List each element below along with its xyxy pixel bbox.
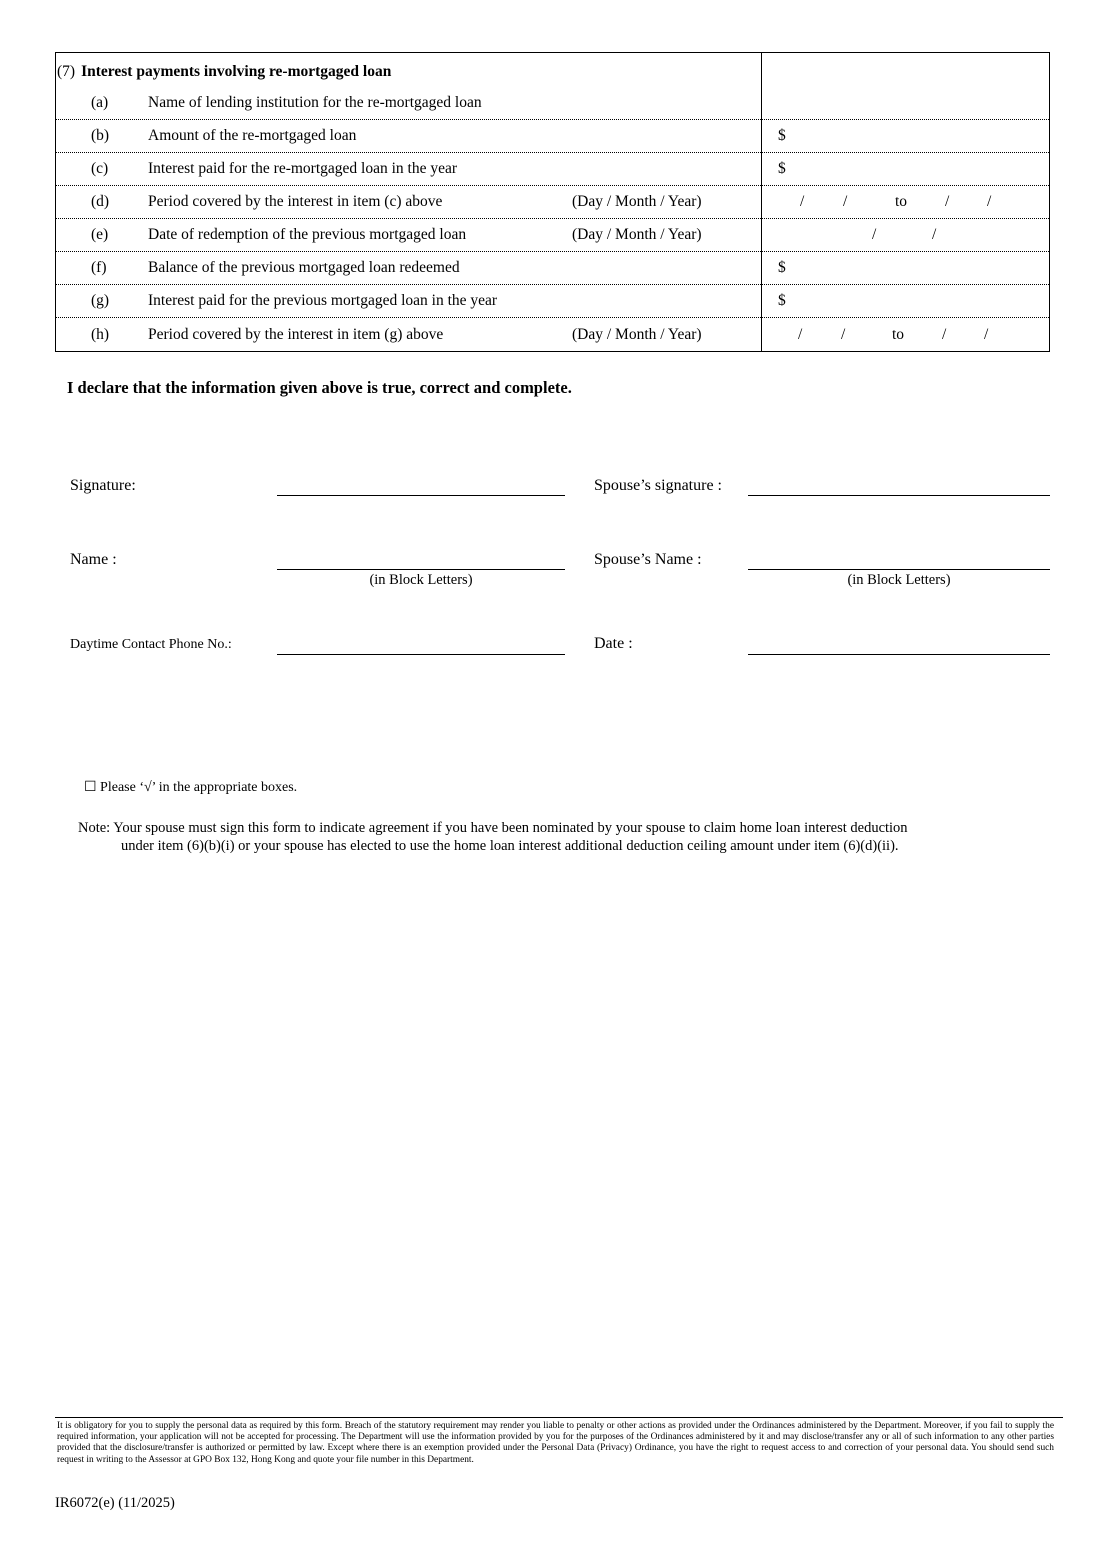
spouse-note bbox=[78, 819, 1053, 855]
table-row-f bbox=[56, 251, 1049, 285]
phone-line[interactable] bbox=[277, 654, 565, 655]
table-row-a bbox=[56, 53, 1049, 119]
date-format-hint: (Day / Month / Year) bbox=[572, 226, 702, 243]
to-word: to bbox=[892, 326, 905, 343]
date-line[interactable] bbox=[748, 654, 1050, 655]
field-label: Balance of the previous mortgaged loan redeemed bbox=[148, 259, 460, 276]
field-label: Period covered by the interest in item (c) above bbox=[148, 193, 443, 210]
lending-institution-field[interactable] bbox=[762, 53, 1050, 119]
field-label: Date of redemption of the previous mortgaged loan bbox=[148, 226, 467, 243]
field-label: Period covered by the interest in item (g) above bbox=[148, 326, 444, 343]
interest-paid-field[interactable] bbox=[796, 153, 1050, 186]
block-letters-hint: (in Block Letters) bbox=[847, 572, 951, 588]
loan-amount-field[interactable] bbox=[796, 120, 1050, 153]
date-separator: / bbox=[872, 226, 877, 243]
date-separator: / bbox=[945, 193, 950, 210]
currency-symbol: $ bbox=[778, 259, 786, 276]
currency-symbol: $ bbox=[778, 160, 786, 177]
period-field[interactable] bbox=[761, 186, 1049, 219]
field-label: Name of lending institution for the re-mortgaged loan bbox=[148, 94, 482, 111]
item-label: (d) bbox=[91, 193, 110, 210]
date-separator: / bbox=[932, 226, 937, 243]
field-label: Interest paid for the re-mortgaged loan in the year bbox=[148, 160, 458, 177]
item-label: (b) bbox=[91, 127, 110, 144]
previous-interest-field[interactable] bbox=[796, 285, 1050, 318]
signature-label: Signature: bbox=[70, 477, 136, 494]
spouse-name-label: Spouse’s Name : bbox=[594, 551, 702, 568]
table-row-c bbox=[56, 152, 1049, 186]
section-number: (7) bbox=[57, 63, 76, 80]
item-label: (f) bbox=[91, 259, 107, 276]
item-label: (e) bbox=[91, 226, 109, 243]
date-separator: / bbox=[843, 193, 848, 210]
note-line-2: under item (6)(b)(i) or your spouse has elected to use the home loan interest additional deduction ceiling amount under item (6)(d)(ii). bbox=[121, 838, 899, 854]
date-separator: / bbox=[984, 326, 989, 343]
field-label: Interest paid for the previous mortgaged loan in the year bbox=[148, 292, 498, 309]
field-label: Amount of the re-mortgaged loan bbox=[148, 127, 357, 144]
balance-redeemed-field[interactable] bbox=[796, 252, 1050, 285]
redemption-date-field[interactable] bbox=[761, 219, 1049, 252]
tick-instruction: ☐ Please ‘√’ in the appropriate boxes. bbox=[84, 780, 298, 795]
date-separator: / bbox=[800, 193, 805, 210]
spouse-signature-label: Spouse’s signature : bbox=[594, 477, 722, 494]
name-line[interactable] bbox=[277, 569, 565, 570]
period-field[interactable] bbox=[761, 318, 1049, 352]
note-line-1: Note: Your spouse must sign this form to indicate agreement if you have been nominated by your spouse to claim home loan interest deduction bbox=[78, 820, 908, 836]
date-format-hint: (Day / Month / Year) bbox=[572, 326, 702, 343]
table-row-e bbox=[56, 218, 1049, 252]
footer-rule bbox=[55, 1417, 1063, 1418]
spouse-name-line[interactable] bbox=[748, 569, 1050, 570]
item-label: (c) bbox=[91, 160, 109, 177]
currency-symbol: $ bbox=[778, 292, 786, 309]
section-heading bbox=[57, 62, 391, 82]
table-row-g bbox=[56, 284, 1049, 318]
table-row-b bbox=[56, 119, 1049, 153]
date-separator: / bbox=[841, 326, 846, 343]
date-format-hint: (Day / Month / Year) bbox=[572, 193, 702, 210]
date-label: Date : bbox=[594, 635, 633, 652]
to-word: to bbox=[895, 193, 908, 210]
re-mortgage-table bbox=[55, 52, 1050, 352]
phone-label: Daytime Contact Phone No.: bbox=[70, 637, 232, 652]
form-code: IR6072(e) (11/2025) bbox=[55, 1495, 175, 1511]
declaration-text: I declare that the information given above is true, correct and complete. bbox=[67, 378, 572, 397]
block-letters-hint: (in Block Letters) bbox=[369, 572, 473, 588]
currency-symbol: $ bbox=[778, 127, 786, 144]
table-row-h bbox=[56, 317, 1049, 352]
item-label: (h) bbox=[91, 326, 110, 343]
signature-line[interactable] bbox=[277, 495, 565, 496]
privacy-statement: It is obligatory for you to supply the personal data as required by this form. Breach of the statutory requirement may render you liable to penalty or other actions as provided under the Ordinances administered by the Department. Moreover, if you fail to supply the required information, your application will not be accepted for processing. The Department will use the information provided by you for the purposes of the Ordinances administered by it and may disclose/transfer any or all of such information to any other parties provided that the disclosure/transfer is authorized or permitted by law. Except where there is an exemption provided under the Personal Data (Privacy) Ordinance, you have the right to request access to and correction of your personal data. You should send such request in writing to the Assessor at GPO Box 132, Hong Kong and quote your file number in this Department. bbox=[57, 1421, 1054, 1465]
name-label: Name : bbox=[70, 551, 117, 568]
date-separator: / bbox=[798, 326, 803, 343]
item-label: (g) bbox=[91, 292, 110, 309]
section-title: Interest payments involving re-mortgaged loan bbox=[81, 63, 392, 80]
item-label: (a) bbox=[91, 94, 109, 111]
spouse-signature-line[interactable] bbox=[748, 495, 1050, 496]
date-separator: / bbox=[942, 326, 947, 343]
date-separator: / bbox=[987, 193, 992, 210]
table-row-d bbox=[56, 185, 1049, 219]
